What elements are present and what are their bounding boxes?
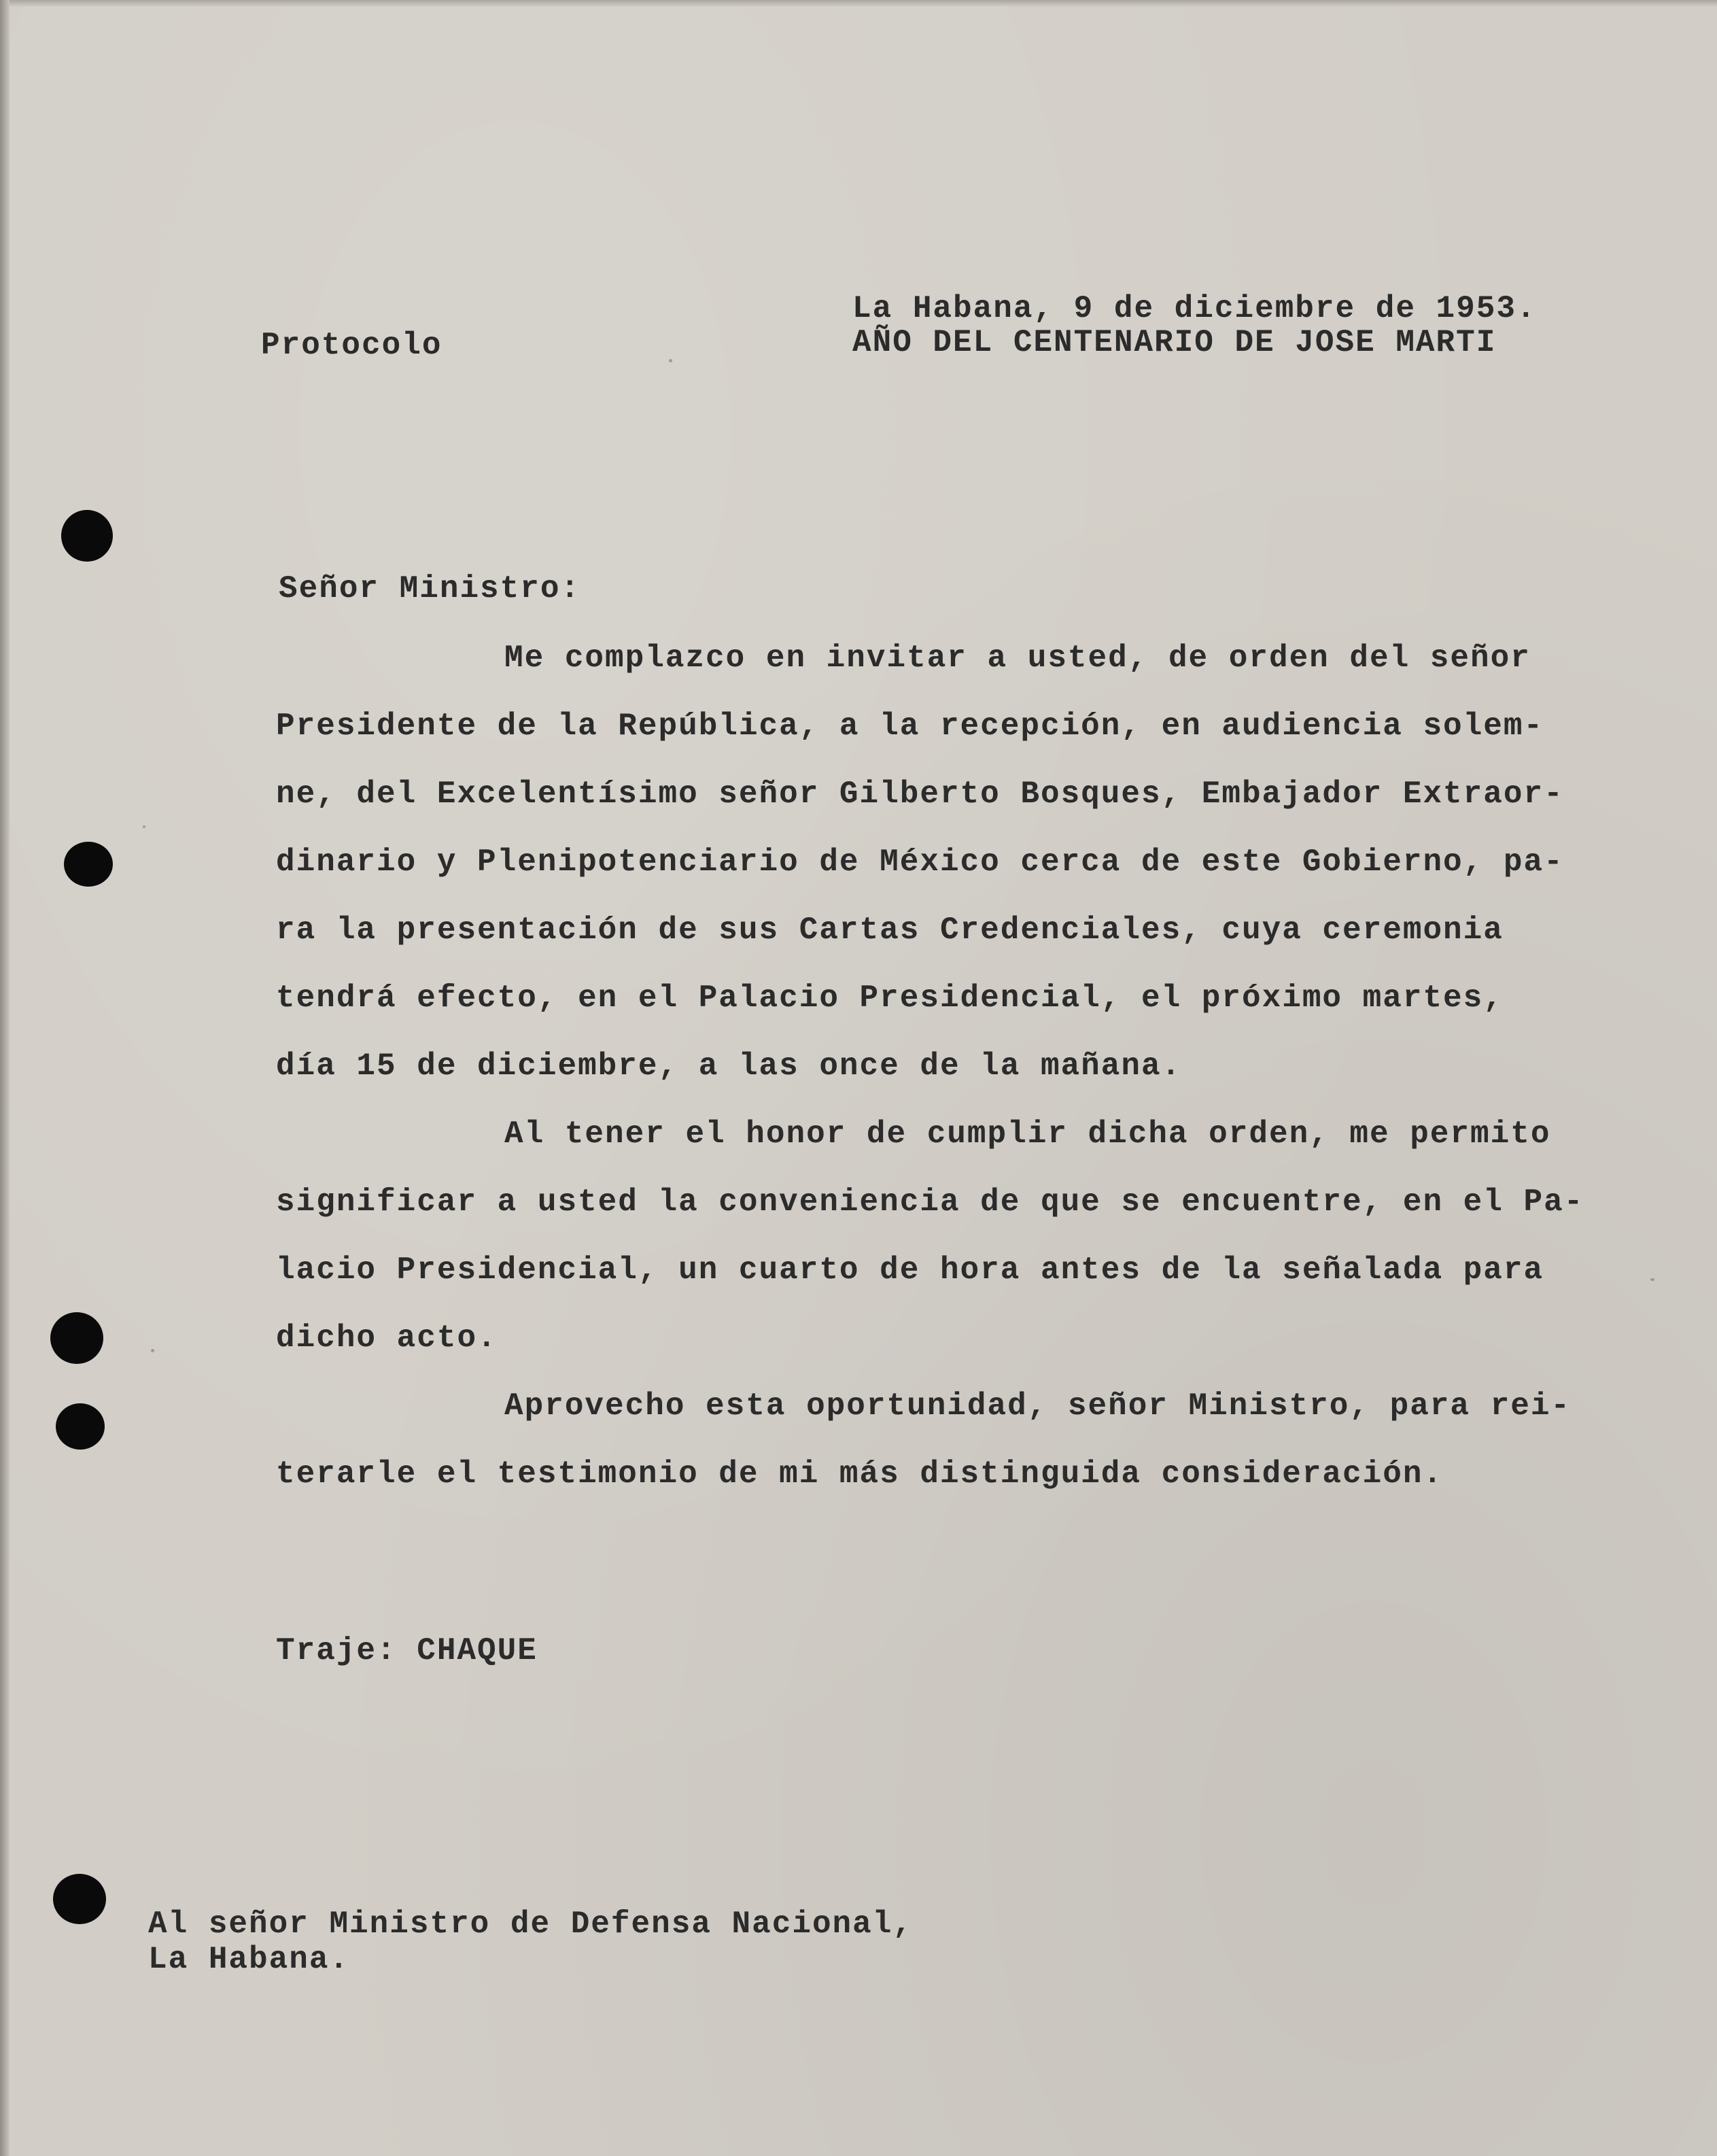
body-line: significar a usted la conveniencia de que se encuentre, en el Pa- (276, 1184, 1584, 1220)
body-line: Presidente de la República, a la recepción, en audiencia solem- (276, 708, 1544, 744)
binder-hole-3 (50, 1312, 103, 1364)
paper-speck (151, 1349, 154, 1352)
body-line: Al tener el honor de cumplir dicha orden, me permito (504, 1116, 1551, 1152)
paper-speck (669, 359, 672, 362)
paper-speck (143, 825, 145, 828)
body-line: Me complazco en invitar a usted, de orden del señor (504, 640, 1531, 676)
body-line: ne, del Excelentísimo señor Gilberto Bosques, Embajador Extraor- (276, 776, 1564, 812)
reference-label: Protocolo (261, 328, 443, 363)
binder-hole-5 (53, 1874, 106, 1924)
body-line: terarle el testimonio de mi más distinguida consideración. (276, 1456, 1444, 1492)
binder-hole-4 (56, 1403, 105, 1450)
body-line: Aprovecho esta oportunidad, señor Ministro, para rei- (504, 1388, 1572, 1424)
dress-code: Traje: CHAQUE (276, 1633, 538, 1669)
binder-hole-2 (64, 842, 113, 887)
body-line: dinario y Plenipotenciario de México cerca de este Gobierno, pa- (276, 844, 1564, 880)
salutation: Señor Ministro: (279, 571, 581, 606)
addressee-line-1: Al señor Ministro de Defensa Nacional, (148, 1906, 913, 1942)
paper-top-edge (0, 0, 1717, 7)
addressee-line-2: La Habana. (148, 1942, 350, 1977)
year-motto: AÑO DEL CENTENARIO DE JOSE MARTI (852, 325, 1497, 360)
binder-hole-1 (61, 510, 113, 562)
body-line: dicho acto. (276, 1320, 498, 1356)
body-line: ra la presentación de sus Cartas Credenciales, cuya ceremonia (276, 912, 1504, 948)
paper-left-edge (0, 0, 10, 2156)
paper-speck (1650, 1278, 1654, 1281)
body-line: lacio Presidencial, un cuarto de hora antes de la señalada para (276, 1252, 1544, 1288)
body-line: tendrá efecto, en el Palacio Presidencial, el próximo martes, (276, 980, 1504, 1016)
body-line: día 15 de diciembre, a las once de la mañana. (276, 1048, 1182, 1084)
date-line: La Habana, 9 de diciembre de 1953. (852, 291, 1537, 326)
